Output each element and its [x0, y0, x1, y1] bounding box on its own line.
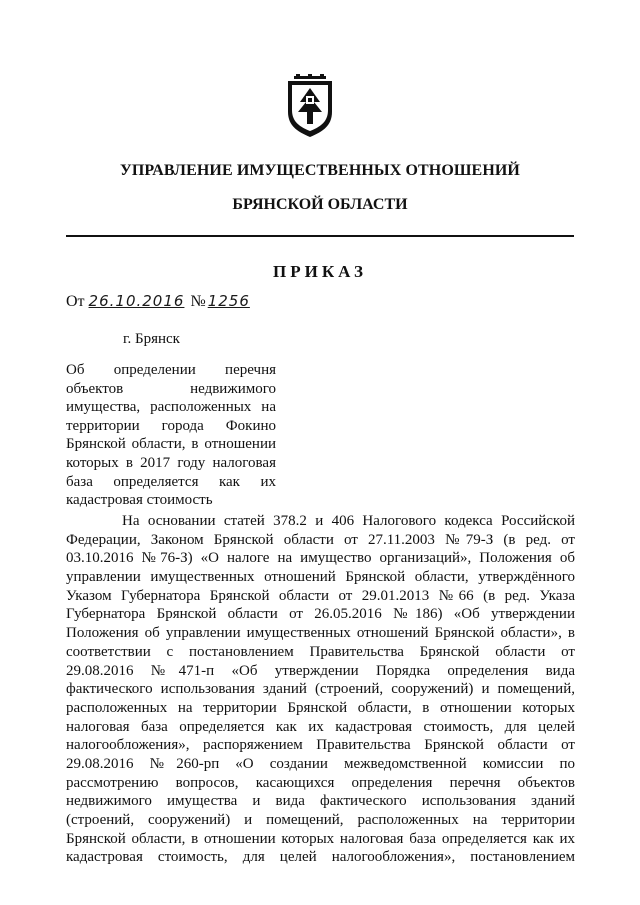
number-sign: № [190, 293, 206, 310]
body-line: Губернатора Брянской области от 26.05.2016 №186) «Об утверждении [66, 606, 575, 623]
body-line: налоговая база определяется как их кадастровая стоимость, для целей [66, 718, 575, 735]
document-type-title: ПРИКАЗ [273, 262, 367, 281]
subject-line: база определяется как их [66, 473, 276, 490]
body-line: Указом Губернатора Брянской области от 29.01.2013 №66 (в ред. Указа [66, 587, 575, 604]
date-prefix: От [66, 293, 85, 310]
body-line: управлении имущественных отношений Брянской области, утверждённого [66, 569, 575, 586]
body-line: Федерации, Законом Брянской области от 27.11.2003 №79-З (в ред. от [66, 531, 575, 548]
body-line: фактического использования зданий (строений, сооружений) и помещений, [66, 681, 575, 698]
body-line: недвижимого имущества и вида фактического использования зданий [66, 793, 575, 810]
body-line: рассмотрению вопросов, касающихся определения перечня объектов [66, 774, 575, 791]
organization-name-line2: БРЯНСКОЙ ОБЛАСТИ [232, 196, 408, 213]
order-subject [66, 361, 276, 510]
handwritten-number: 1256 [207, 292, 250, 310]
body-line: соответствии с постановлением Правительства Брянской области от [66, 643, 575, 660]
bryansk-coat-of-arms-icon [284, 74, 336, 138]
body-line: 29.08.2016 №260-рп «О создании межведомственной комиссии по [66, 755, 575, 772]
subject-line: территории города Фокино [66, 417, 276, 434]
subject-line: которых в 2017 году налоговая [66, 454, 276, 471]
handwritten-date: 26.10.2016 [88, 292, 185, 310]
subject-line: объектов недвижимого [66, 380, 276, 397]
order-body-text [66, 512, 575, 867]
body-line: Брянской области, в отношении которых налоговая база определяется как их [66, 830, 575, 847]
body-line: 03.10.2016 №76-З) «О налоге на имущество организаций», Положения об [66, 550, 575, 567]
subject-line: Об определении перечня [66, 362, 276, 378]
organization-name-line1: УПРАВЛЕНИЕ ИМУЩЕСТВЕННЫХ ОТНОШЕНИЙ [120, 162, 520, 179]
body-line: (строений, сооружений) и помещений, расположенных на территории [66, 812, 575, 828]
subject-line: Брянской области, в отношении [66, 436, 276, 453]
body-line: налогообложения», распоряжением Правительства Брянской области от [66, 737, 575, 754]
subject-line: кадастровая стоимость [66, 492, 213, 509]
body-line: На основании статей 378.2 и 406 Налогового кодекса Российской [122, 513, 575, 529]
body-line: кадастровая стоимость, для целей налогообложения», постановлением [66, 849, 575, 866]
body-line: расположенных на территории Брянской области, в отношении которых [66, 699, 575, 716]
body-line: Положения об управлении имущественных отношений Брянской области», в [66, 625, 575, 642]
body-line: 29.08.2016 №471-п «Об утверждении Порядка определения вида [66, 662, 575, 679]
subject-line: имущества, расположенных на [66, 399, 276, 416]
header-divider [66, 235, 574, 237]
city-name: г. Брянск [123, 331, 180, 347]
date-number-row [66, 292, 250, 311]
